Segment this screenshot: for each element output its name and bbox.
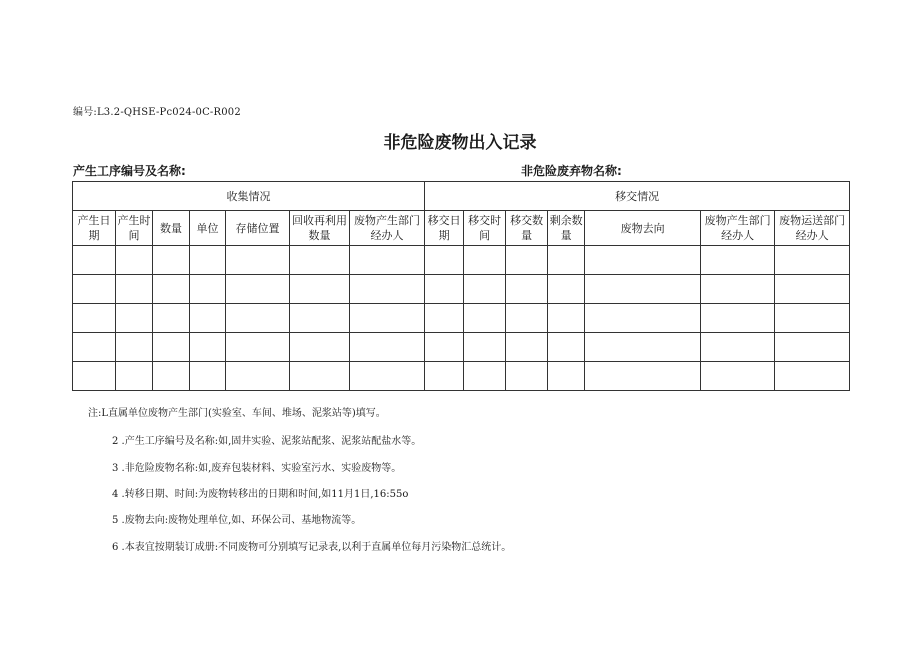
- col-recycled-quantity: 回收再利用数量: [290, 211, 350, 246]
- table-cell[interactable]: [506, 275, 548, 304]
- table-cell[interactable]: [548, 275, 585, 304]
- table-cell[interactable]: [190, 362, 226, 391]
- note-6: 6 .本表宜按期装订成册:不同废物可分别填写记录表,以利于直属单位每月污染物汇总统计。: [112, 542, 512, 553]
- document-code: 编号:L3.2-QHSE-Pc024-0C-R002: [73, 107, 241, 118]
- table-cell[interactable]: [425, 362, 464, 391]
- table-cell[interactable]: [350, 246, 425, 275]
- table-cell[interactable]: [226, 275, 290, 304]
- col-waste-destination: 废物去向: [585, 211, 701, 246]
- table-cell[interactable]: [464, 333, 506, 362]
- col-transfer-date: 移交日期: [425, 211, 464, 246]
- table-cell[interactable]: [585, 246, 701, 275]
- table-row: [73, 246, 850, 275]
- column-header-row: [73, 211, 850, 246]
- table-cell[interactable]: [290, 275, 350, 304]
- process-label: 产生工序编号及名称:: [73, 164, 186, 178]
- col-transfer-time: 移交时间: [464, 211, 506, 246]
- table-cell[interactable]: [548, 362, 585, 391]
- table-cell[interactable]: [73, 362, 116, 391]
- table-cell[interactable]: [153, 304, 190, 333]
- col-producer-dept-handler: 废物产生部门经办人: [701, 211, 775, 246]
- table-cell[interactable]: [775, 362, 850, 391]
- table-cell[interactable]: [506, 304, 548, 333]
- note-3: 3 .非危险废物名称:如,废弃包装材料、实验室污水、实验废物等。: [112, 463, 402, 474]
- table-cell[interactable]: [506, 362, 548, 391]
- table-cell[interactable]: [548, 333, 585, 362]
- table-cell[interactable]: [425, 304, 464, 333]
- table-cell[interactable]: [116, 333, 153, 362]
- col-quantity: 数量: [153, 211, 190, 246]
- table-cell[interactable]: [226, 362, 290, 391]
- table-cell[interactable]: [506, 333, 548, 362]
- col-unit: 单位: [190, 211, 226, 246]
- table-cell[interactable]: [585, 362, 701, 391]
- page-title: 非危险废物出入记录: [383, 133, 537, 153]
- table-cell[interactable]: [506, 246, 548, 275]
- group-transfer: 移交情况: [425, 182, 850, 211]
- col-storage-location: 存储位置: [226, 211, 290, 246]
- table-cell[interactable]: [464, 246, 506, 275]
- table-row: [73, 333, 850, 362]
- table-cell[interactable]: [190, 246, 226, 275]
- table-cell[interactable]: [73, 246, 116, 275]
- table-cell[interactable]: [190, 333, 226, 362]
- table-cell[interactable]: [350, 275, 425, 304]
- table-cell[interactable]: [73, 275, 116, 304]
- table-cell[interactable]: [775, 275, 850, 304]
- table-cell[interactable]: [290, 333, 350, 362]
- table-cell[interactable]: [464, 275, 506, 304]
- table-cell[interactable]: [153, 246, 190, 275]
- table-row: [73, 362, 850, 391]
- table-cell[interactable]: [775, 246, 850, 275]
- table-row: [73, 304, 850, 333]
- col-production-time: 产生时间: [116, 211, 153, 246]
- table-cell[interactable]: [190, 304, 226, 333]
- note-5: 5 .废物去向:废物处理单位,如、环保公司、基地物流等。: [112, 515, 362, 526]
- note-1: 注:L直属单位废物产生部门(实验室、车间、堆场、泥浆站等)填写。: [88, 408, 386, 419]
- table-cell[interactable]: [116, 362, 153, 391]
- table-cell[interactable]: [290, 362, 350, 391]
- table-row: [73, 275, 850, 304]
- col-transfer-quantity: 移交数量: [506, 211, 548, 246]
- table-cell[interactable]: [290, 304, 350, 333]
- table-cell[interactable]: [116, 246, 153, 275]
- table-cell[interactable]: [701, 362, 775, 391]
- table-cell[interactable]: [350, 362, 425, 391]
- table-cell[interactable]: [350, 304, 425, 333]
- table-cell[interactable]: [425, 246, 464, 275]
- table-cell[interactable]: [585, 333, 701, 362]
- table-cell[interactable]: [226, 246, 290, 275]
- col-remaining-quantity: 剩余数量: [548, 211, 585, 246]
- table-cell[interactable]: [226, 304, 290, 333]
- group-header-row: [73, 182, 850, 211]
- table-cell[interactable]: [290, 246, 350, 275]
- col-transport-dept-handler: 废物运送部门经办人: [775, 211, 850, 246]
- table-cell[interactable]: [153, 362, 190, 391]
- table-cell[interactable]: [585, 304, 701, 333]
- table-cell[interactable]: [153, 275, 190, 304]
- note-2: 2 .产生工序编号及名称:如,固井实验、泥浆站配浆、泥浆站配盐水等。: [112, 436, 422, 447]
- waste-name-label: 非危险废弃物名称:: [521, 164, 622, 178]
- table-cell[interactable]: [350, 333, 425, 362]
- table-cell[interactable]: [701, 246, 775, 275]
- table-cell[interactable]: [73, 304, 116, 333]
- group-collection: 收集情况: [73, 182, 425, 211]
- table-cell[interactable]: [548, 304, 585, 333]
- table-cell[interactable]: [153, 333, 190, 362]
- table-cell[interactable]: [226, 333, 290, 362]
- table-cell[interactable]: [116, 304, 153, 333]
- table-cell[interactable]: [190, 275, 226, 304]
- col-producer-handler: 废物产生部门经办人: [350, 211, 425, 246]
- note-4: 4 .转移日期、时间:为废物转移出的日期和时间,如11月1日,16:55o: [112, 489, 409, 500]
- table-cell[interactable]: [73, 333, 116, 362]
- table-cell[interactable]: [425, 333, 464, 362]
- col-production-date: 产生日期: [73, 211, 116, 246]
- table-cell[interactable]: [585, 275, 701, 304]
- table-cell[interactable]: [464, 362, 506, 391]
- table-cell[interactable]: [701, 333, 775, 362]
- table-cell[interactable]: [701, 275, 775, 304]
- table-cell[interactable]: [425, 275, 464, 304]
- table-cell[interactable]: [775, 333, 850, 362]
- record-table: [72, 181, 850, 391]
- table-cell[interactable]: [464, 304, 506, 333]
- table-cell[interactable]: [548, 246, 585, 275]
- table-cell[interactable]: [116, 275, 153, 304]
- table-cell[interactable]: [701, 304, 775, 333]
- table-cell[interactable]: [775, 304, 850, 333]
